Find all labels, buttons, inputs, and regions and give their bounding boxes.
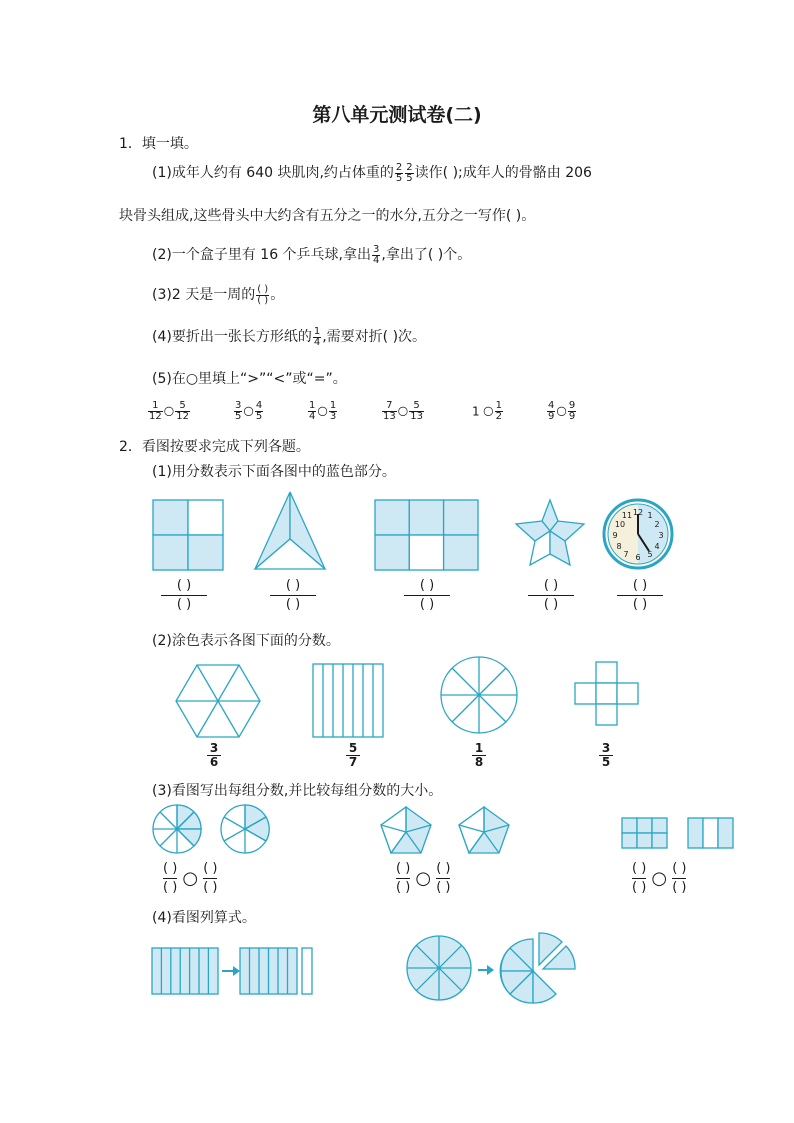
page-title: 第八单元测试卷(二)	[312, 104, 482, 126]
clock-number: 10	[614, 520, 626, 529]
answer-blank[interactable]: ( ) ( )	[436, 861, 451, 895]
answer-blank[interactable]: ( ) ( )	[396, 861, 411, 895]
compare-circle[interactable]: ○	[415, 868, 432, 889]
clock-number: 11	[621, 511, 633, 520]
compare-circle[interactable]: ○	[243, 403, 254, 418]
clock-number: 4	[654, 542, 660, 551]
comparison-5: 1 ○ $\frac{1}{2}$	[472, 400, 502, 422]
part-1-instruction: (1)用分数表示下面各图中的蓝色部分。	[152, 464, 396, 480]
eighths-circle-figure	[441, 657, 517, 733]
fraction-three-quarters: $\frac{3}{4}$	[373, 243, 380, 266]
compare-answer-group	[396, 862, 450, 895]
fraction-two-fifths-b: $\frac{2}{5}$	[406, 161, 413, 184]
part-4-instruction: (4)看图列算式。	[152, 910, 256, 926]
part-2-instruction: (2)涂色表示各图下面的分数。	[152, 633, 340, 649]
question-1-3: (3)2 天是一周的 ( ) ( ) 。	[152, 283, 285, 306]
compare-circle[interactable]: ○	[483, 403, 494, 418]
answer-blank[interactable]: ( ) ( )	[632, 861, 647, 895]
compare-answer-group	[632, 862, 686, 895]
compare-circle[interactable]: ○	[317, 403, 328, 418]
star-figure	[516, 500, 584, 565]
answer-blank[interactable]: ( ) ( )	[404, 579, 450, 612]
clock-number: 9	[612, 531, 618, 540]
fraction-label: 1 8	[472, 742, 486, 769]
q1-text-a: (1)成年人约有 640 块肌肉,约占体重的	[152, 165, 394, 181]
clock-number: 2	[654, 520, 660, 529]
section2-heading: 2．看图按要求完成下列各题。	[119, 439, 310, 455]
question-1-2: (2)一个盒子里有 16 个乒乓球,拿出 $\frac{3}{4}$ ,拿出了( )个。	[152, 243, 472, 266]
compare-answer-group	[163, 862, 217, 895]
expression-bars-figure	[152, 948, 312, 994]
answer-blank-fraction[interactable]: ( ) ( )	[257, 283, 269, 306]
fraction-label: 3 6	[207, 742, 221, 769]
answer-blank[interactable]: ( ) ( )	[617, 579, 663, 612]
compare-circle[interactable]: ○	[556, 403, 567, 418]
comparison-6: $\frac{4}{9}$ ○ $\frac{9}{9}$	[548, 400, 576, 422]
answer-blank[interactable]: ( ) ( )	[203, 861, 218, 895]
compare-circles-figure	[153, 805, 269, 853]
clock-number: 7	[623, 550, 629, 559]
q1-text-b: 读作( );成年人的骨骼由 206	[414, 165, 592, 181]
answer-blank[interactable]: ( ) ( )	[270, 579, 316, 612]
compare-circle[interactable]: ○	[397, 403, 409, 418]
clock-number: 6	[635, 553, 641, 562]
comparison-3: $\frac{1}{4}$ ○ $\frac{1}{3}$	[309, 400, 337, 422]
section1-heading: 1．填一填。	[119, 136, 198, 152]
compare-circle[interactable]: ○	[163, 403, 175, 418]
cross-figure	[575, 662, 638, 725]
fraction-label: 5 7	[346, 742, 360, 769]
answer-blank[interactable]: ( ) ( )	[672, 861, 687, 895]
question-1-4: (4)要折出一张长方形纸的 $\frac{1}{4}$ ,需要对折( )次。	[152, 325, 427, 348]
clock-number: 12	[632, 508, 644, 517]
question-1-5: (5)在○里填上“>”“<”或“=”。	[152, 371, 347, 387]
compare-pentagons-figure	[381, 807, 509, 853]
fraction-label: 3 5	[599, 742, 613, 769]
square-grid-figure	[153, 500, 223, 570]
comparison-2: $\frac{3}{5}$ ○ $\frac{4}{5}$	[235, 400, 263, 422]
comparison-4: $\frac{7}{13}$ ○ $\frac{5}{13}$	[383, 400, 423, 422]
rectangle-grid-figure	[375, 500, 478, 570]
part-3-instruction: (3)看图写出每组分数,并比较每组分数的大小。	[152, 783, 443, 799]
triangle-figure	[255, 492, 325, 569]
fraction-one-quarter: $\frac{1}{4}$	[313, 325, 321, 348]
fraction-two-fifths-a: $\frac{2}{5}$	[395, 161, 403, 184]
clock-number: 8	[616, 542, 622, 551]
seven-column-figure	[313, 664, 383, 737]
expression-circles-figure	[407, 933, 575, 1003]
compare-rectangles-figure	[622, 818, 733, 848]
question-1-1-line2: 块骨头组成,这些骨头中大约含有五分之一的水分,五分之一写作( )。	[119, 208, 536, 224]
clock-number: 1	[647, 511, 653, 520]
clock-number: 5	[647, 550, 653, 559]
hexagon-figure	[176, 665, 260, 737]
answer-blank[interactable]: ( ) ( )	[161, 579, 207, 612]
compare-circle[interactable]: ○	[651, 868, 668, 889]
compare-circle[interactable]: ○	[182, 868, 199, 889]
answer-blank[interactable]: ( ) ( )	[528, 579, 574, 612]
comparison-1: $\frac{1}{12}$ ○ $\frac{5}{12}$	[149, 400, 189, 422]
clock-number: 3	[658, 531, 664, 540]
answer-blank[interactable]: ( ) ( )	[163, 861, 178, 895]
